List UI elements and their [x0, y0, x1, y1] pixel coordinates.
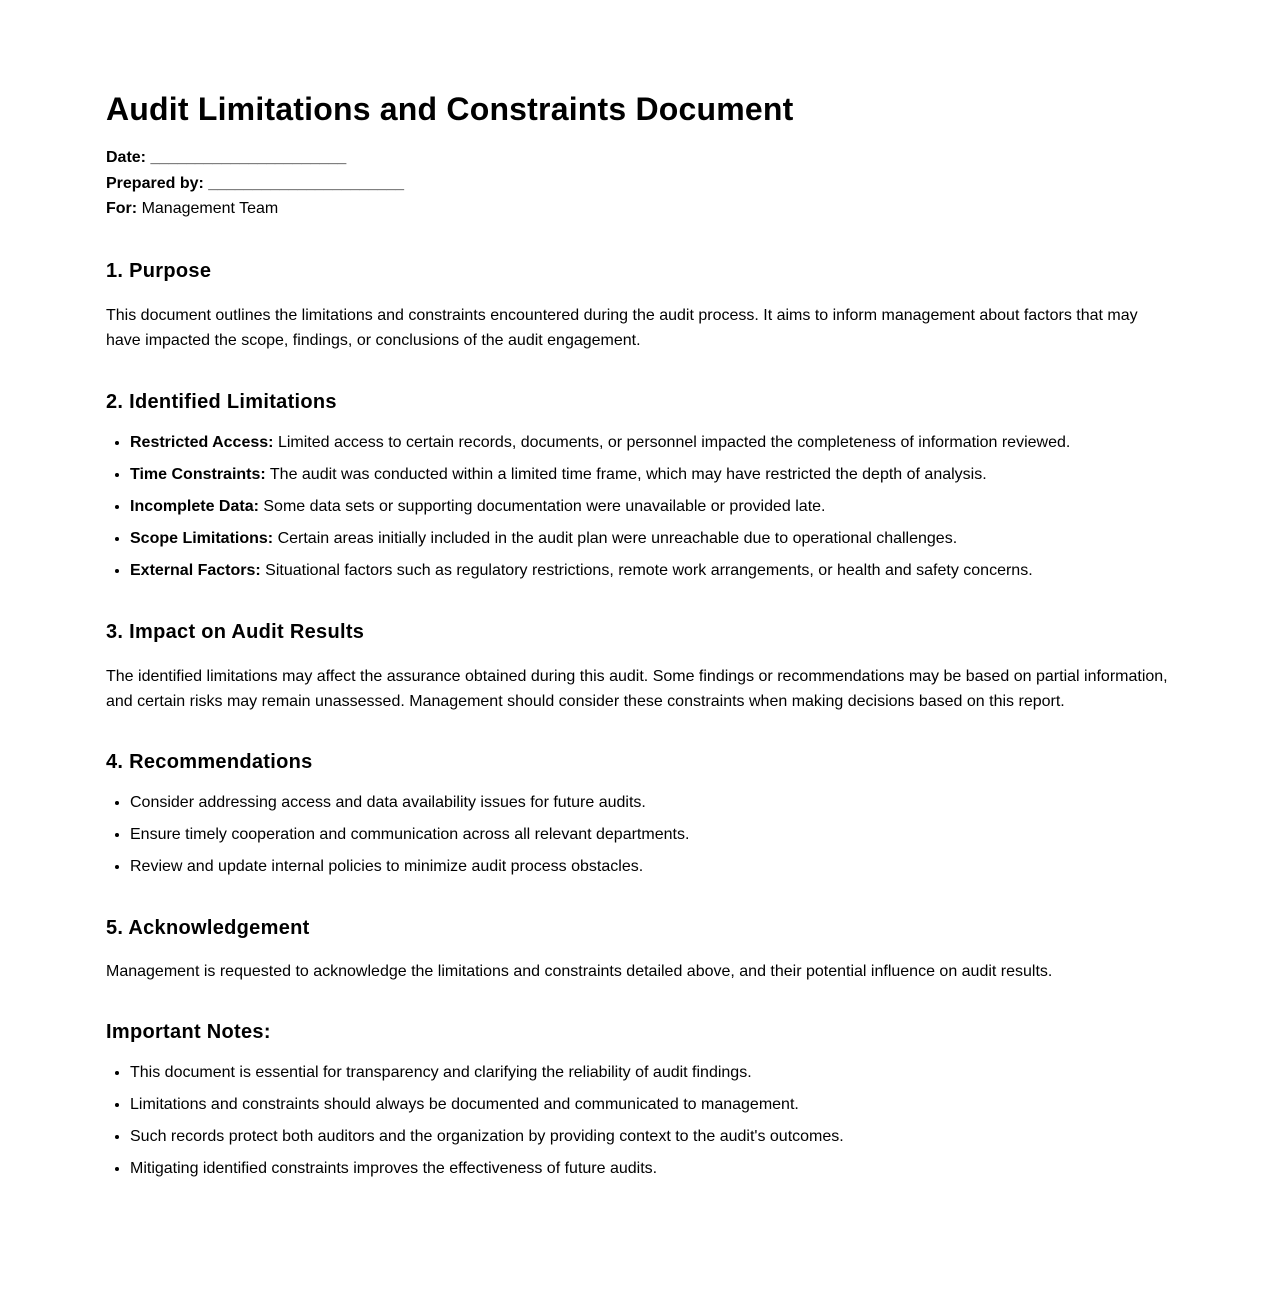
- list-item: • This document is essential for transparency and clarifying the reliability of audit findings.: [130, 1062, 1172, 1084]
- impact-paragraph: The identified limitations may affect the assurance obtained during this audit. Some findings or recommendations may be based on partial information, and certain risks may remain unassessed. Management should consider these constraints when making decisions based on this report.: [106, 667, 1168, 710]
- acknowledgement-paragraph: Management is requested to acknowledge the limitations and constraints detailed above, and their potential influence on audit results.: [106, 962, 1053, 980]
- date-line: [106, 145, 1172, 171]
- date-label: Date:: [106, 149, 147, 166]
- limitations-list: [106, 432, 1172, 582]
- section-heading-purpose: 1. Purpose: [106, 259, 212, 282]
- limitation-term: Scope Limitations:: [130, 529, 274, 547]
- list-item: [130, 528, 1172, 550]
- list-item: [130, 432, 1172, 454]
- list-item: • Such records protect both auditors and the organization by providing context to the audit's outcomes.: [130, 1126, 1172, 1148]
- list-item: • Ensure timely cooperation and communication across all relevant departments.: [130, 824, 1172, 846]
- document-title: Audit Limitations and Constraints Document: [106, 91, 794, 127]
- limitation-text: The audit was conducted within a limited time frame, which may have restricted the depth of analysis.: [269, 465, 987, 483]
- limitation-text: Situational factors such as regulatory restrictions, remote work arrangements, or health and safety concerns.: [265, 561, 1033, 579]
- document-meta: [106, 145, 1172, 222]
- section-heading-notes: Important Notes:: [106, 1021, 271, 1043]
- date-value: ______________________: [150, 149, 347, 166]
- section-heading-recommendations: 4. Recommendations: [106, 750, 313, 773]
- list-item: [130, 496, 1172, 518]
- for-label: For:: [106, 200, 138, 217]
- notes-list: [106, 1062, 1172, 1180]
- list-item: • Consider addressing access and data availability issues for future audits.: [130, 792, 1172, 814]
- list-item: • Review and update internal policies to minimize audit process obstacles.: [130, 856, 1172, 878]
- limitation-term: Restricted Access:: [130, 433, 274, 451]
- prepared-by-label: Prepared by:: [106, 174, 204, 192]
- list-item: • Limitations and constraints should always be documented and communicated to management.: [130, 1094, 1172, 1116]
- for-line: [106, 196, 1172, 222]
- prepared-by-line: [106, 171, 1172, 197]
- section-heading-limitations: 2. Identified Limitations: [106, 390, 337, 413]
- recommendations-list: [106, 792, 1172, 878]
- purpose-paragraph: This document outlines the limitations and constraints encountered during the audit process. It aims to inform management about factors that may have impacted the scope, findings, or conclusions of the audit engagement.: [106, 306, 1138, 349]
- limitation-term: Time Constraints:: [130, 465, 266, 483]
- limitation-term: External Factors:: [130, 561, 261, 579]
- list-item: [130, 464, 1172, 486]
- list-item: [130, 560, 1172, 582]
- section-heading-acknowledgement: 5. Acknowledgement: [106, 916, 310, 939]
- section-heading-impact: 3. Impact on Audit Results: [106, 620, 365, 643]
- list-item: • Mitigating identified constraints improves the effectiveness of future audits.: [130, 1158, 1172, 1180]
- limitation-text: Some data sets or supporting documentation were unavailable or provided late.: [263, 497, 826, 515]
- prepared-by-value: ______________________: [208, 174, 405, 192]
- limitation-text: Certain areas initially included in the audit plan were unreachable due to operational challenges.: [277, 529, 958, 547]
- limitation-term: Incomplete Data:: [130, 497, 259, 515]
- for-value: Management Team: [141, 200, 279, 217]
- limitation-text: Limited access to certain records, documents, or personnel impacted the completeness of information reviewed.: [277, 433, 1071, 451]
